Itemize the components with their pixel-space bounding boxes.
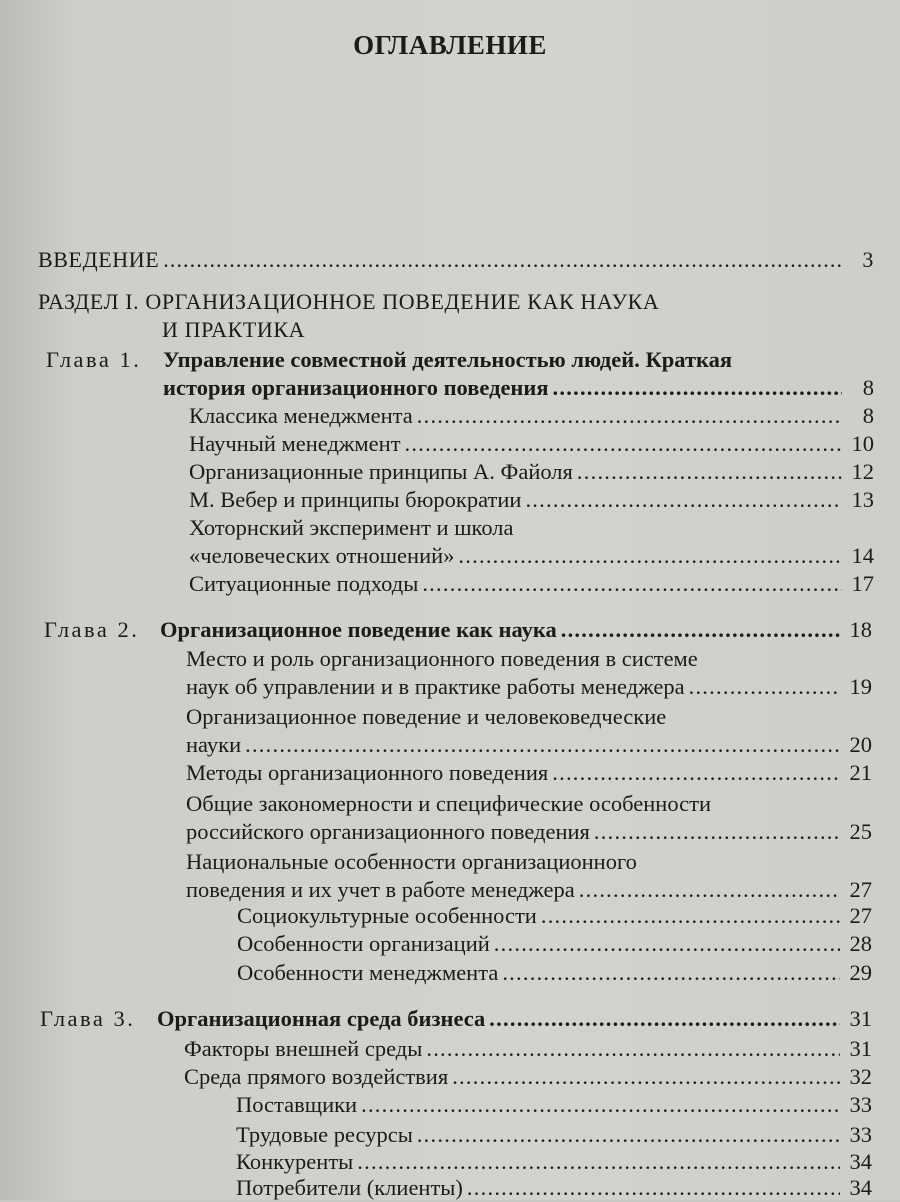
page-number: 20 [849,732,872,757]
page-number: 18 [849,617,872,642]
toc-entry[interactable] [189,486,874,514]
leader-dots [417,402,842,430]
page-number: 28 [849,931,872,956]
leader-dots [594,818,840,846]
leader-dots [494,930,840,958]
entry-label: Социокультурные особенности [237,903,537,928]
entry-label: Потребители (клиенты) [236,1175,463,1200]
section-heading-line-2: И ПРАКТИКА [162,317,306,342]
page-number: 33 [849,1122,872,1147]
entry-label: Трудовые ресурсы [236,1122,413,1147]
leader-dots [361,1091,840,1119]
leader-dots [163,246,842,274]
entry-label: поведения и их учет в работе менеджера [186,877,575,902]
leader-dots [553,374,842,402]
leader-dots [577,458,842,486]
entry-label: Ситуационные подходы [189,571,419,596]
toc-entry-chapter-2[interactable] [160,616,872,644]
page-number: 13 [851,487,874,512]
toc-entry[interactable] [186,731,872,759]
toc-entry[interactable] [184,1035,872,1063]
leader-dots [405,430,842,458]
page-number: 27 [849,903,872,928]
entry-label: «человеческих отношений» [189,543,455,568]
toc-entry[interactable] [237,902,872,930]
leader-dots [502,959,840,987]
page-number: 25 [849,819,872,844]
page-number: 10 [851,431,874,456]
entry-line-1[interactable]: Хоторнский эксперимент и школа [189,515,514,540]
entry-label: российского организационного поведения [186,819,590,844]
chapter-3-label: Глава 3. [40,1006,136,1031]
entry-label: науки [186,732,242,757]
page-number: 3 [862,247,874,272]
entry-line-1[interactable]: Место и роль организационного поведения в системе [186,646,698,671]
entry-label: Особенности организаций [237,931,490,956]
toc-entry-chapter-3[interactable] [157,1005,872,1033]
toc-entry[interactable] [236,1174,872,1202]
leader-dots [689,673,840,701]
toc-entry[interactable] [184,1063,872,1091]
entry-label: М. Вебер и принципы бюрократии [189,487,522,512]
entry-label: Поставщики [236,1092,358,1117]
leader-dots [552,759,840,787]
page-title: ОГЛАВЛЕНИЕ [353,30,547,60]
page-number: 33 [849,1092,872,1117]
page-number: 8 [862,403,874,428]
toc-entry[interactable] [236,1148,872,1176]
toc-entry[interactable] [189,402,874,430]
page-number: 31 [849,1036,872,1061]
leader-dots [525,486,842,514]
page-number: 34 [849,1149,872,1174]
entry-label: Особенности менеджмента [237,960,499,985]
toc-entry[interactable] [186,759,872,787]
page-number: 34 [849,1175,872,1200]
toc-entry[interactable] [236,1121,872,1149]
page-number: 19 [849,674,872,699]
chapter-1-title-line-2: история организационного поведения [163,375,549,400]
page-number: 12 [851,459,874,484]
entry-label: Организационные принципы А. Файоля [189,459,573,484]
page-number: 14 [851,543,874,568]
page-number: 31 [849,1006,872,1031]
entry-line-1[interactable]: Национальные особенности организационного [186,849,637,874]
entry-label: наук об управлении и в практике работы менеджера [186,674,685,699]
entry-label: Методы организационного поведения [186,760,549,785]
toc-entry[interactable] [186,876,872,904]
chapter-2-title: Организационное поведение как наука [160,617,557,642]
entry-line-1[interactable]: Организационное поведение и человековедческие [186,704,667,729]
leader-dots [245,731,840,759]
page-number: 32 [849,1064,872,1089]
section-heading-line-1: РАЗДЕЛ I. ОРГАНИЗАЦИОННОЕ ПОВЕДЕНИЕ КАК НАУКА [38,289,660,314]
chapter-2-label: Глава 2. [44,617,140,642]
leader-dots [467,1174,840,1202]
entry-label: Среда прямого воздействия [184,1064,449,1089]
entry-label: Классика менеджмента [189,403,413,428]
toc-entry[interactable] [189,458,874,486]
toc-entry[interactable] [189,542,874,570]
leader-dots [579,876,840,904]
toc-entry-intro[interactable] [38,246,874,274]
toc-entry[interactable] [237,930,872,958]
page-number: 29 [849,960,872,985]
leader-dots [452,1063,840,1091]
entry-line-1[interactable]: Общие закономерности и специфические особенности [186,791,712,816]
leader-dots [561,616,840,644]
toc-entry[interactable] [236,1091,872,1119]
toc-entry[interactable] [189,570,874,598]
leader-dots [422,570,842,598]
leader-dots [357,1148,840,1176]
page-number: 8 [862,375,874,400]
page-number: 27 [849,877,872,902]
entry-label: Факторы внешней среды [184,1036,423,1061]
chapter-1-label: Глава 1. [46,347,142,372]
toc-entry[interactable] [189,430,874,458]
chapter-1-title-line-1[interactable]: Управление совместной деятельностью людей. Краткая [163,347,733,372]
page-number: 21 [849,760,872,785]
leader-dots [458,542,842,570]
toc-entry[interactable] [186,673,872,701]
leader-dots [541,902,840,930]
leader-dots [417,1121,840,1149]
toc-entry[interactable] [237,959,872,987]
entry-label: Конкуренты [236,1149,354,1174]
leader-dots [426,1035,840,1063]
entry-label: ВВЕДЕНИЕ [38,247,160,272]
toc-entry[interactable] [186,818,872,846]
entry-label: Научный менеджмент [189,431,401,456]
chapter-3-title: Организационная среда бизнеса [157,1006,486,1031]
toc-entry-chapter-1[interactable] [163,374,874,402]
leader-dots [489,1005,840,1033]
page-number: 17 [851,571,874,596]
